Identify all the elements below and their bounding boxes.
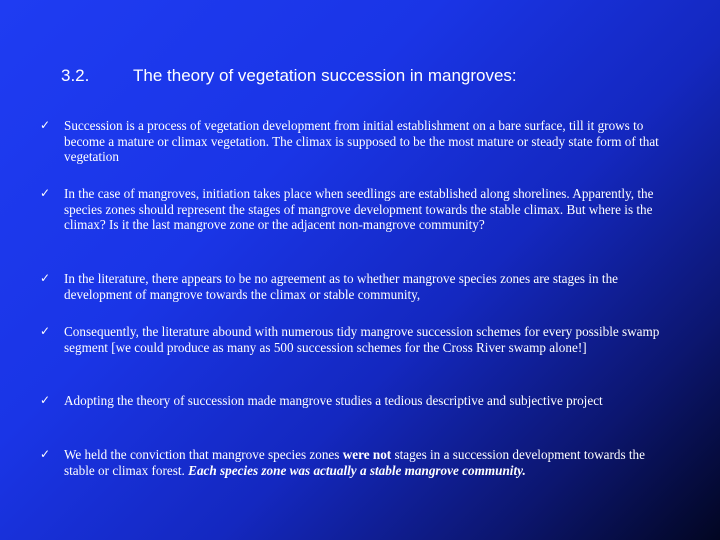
slide-title <box>0 66 720 90</box>
emphasis-conclusion: Each species zone was actually a stable mangrove community. <box>188 462 526 478</box>
bullet-text: Succession is a process of vegetation development from initial establishment on a bare surface, till it grows to become a mature or climax vegetation. The climax is supposed to be the most mature or steady state form of that vegetation <box>64 118 659 165</box>
bullet-text: Adopting the theory of succession made mangrove studies a tedious descriptive and subjective project <box>64 393 603 408</box>
section-number: 3.2. <box>61 66 90 85</box>
title-text: The theory of vegetation succession in mangroves: <box>133 66 517 85</box>
checkmark-icon: ✓ <box>40 118 51 132</box>
checkmark-icon: ✓ <box>40 271 51 285</box>
emphasis-were-not: were not <box>342 447 392 462</box>
bullet-text <box>64 447 676 478</box>
checkmark-icon: ✓ <box>40 447 51 461</box>
bullet-text: Consequently, the literature abound with numerous tidy mangrove succession schemes for every possible swamp segment [we could produce as many as 500 succession schemes for the Cross River swamp alone!] <box>64 324 660 355</box>
bullet-text-part: stages in a succession development towards the stable or climax forest. <box>64 447 645 478</box>
bullet-text: In the literature, there appears to be no agreement as to whether mangrove species zones are stages in the development of mangrove towards the climax or stable community, <box>64 271 619 302</box>
checkmark-icon: ✓ <box>40 393 51 407</box>
checkmark-icon: ✓ <box>40 324 51 338</box>
bullet-text: In the case of mangroves, initiation takes place when seedlings are established along shorelines. Apparently, the species zones should represent the stages of mangrove development towards the stable climax. But where is the climax? Is it the last mangrove zone or the adjacent non-mangrove community? <box>64 186 654 233</box>
checkmark-icon: ✓ <box>40 186 51 200</box>
bullet-text-part: We held the conviction that mangrove species zones <box>64 447 343 462</box>
